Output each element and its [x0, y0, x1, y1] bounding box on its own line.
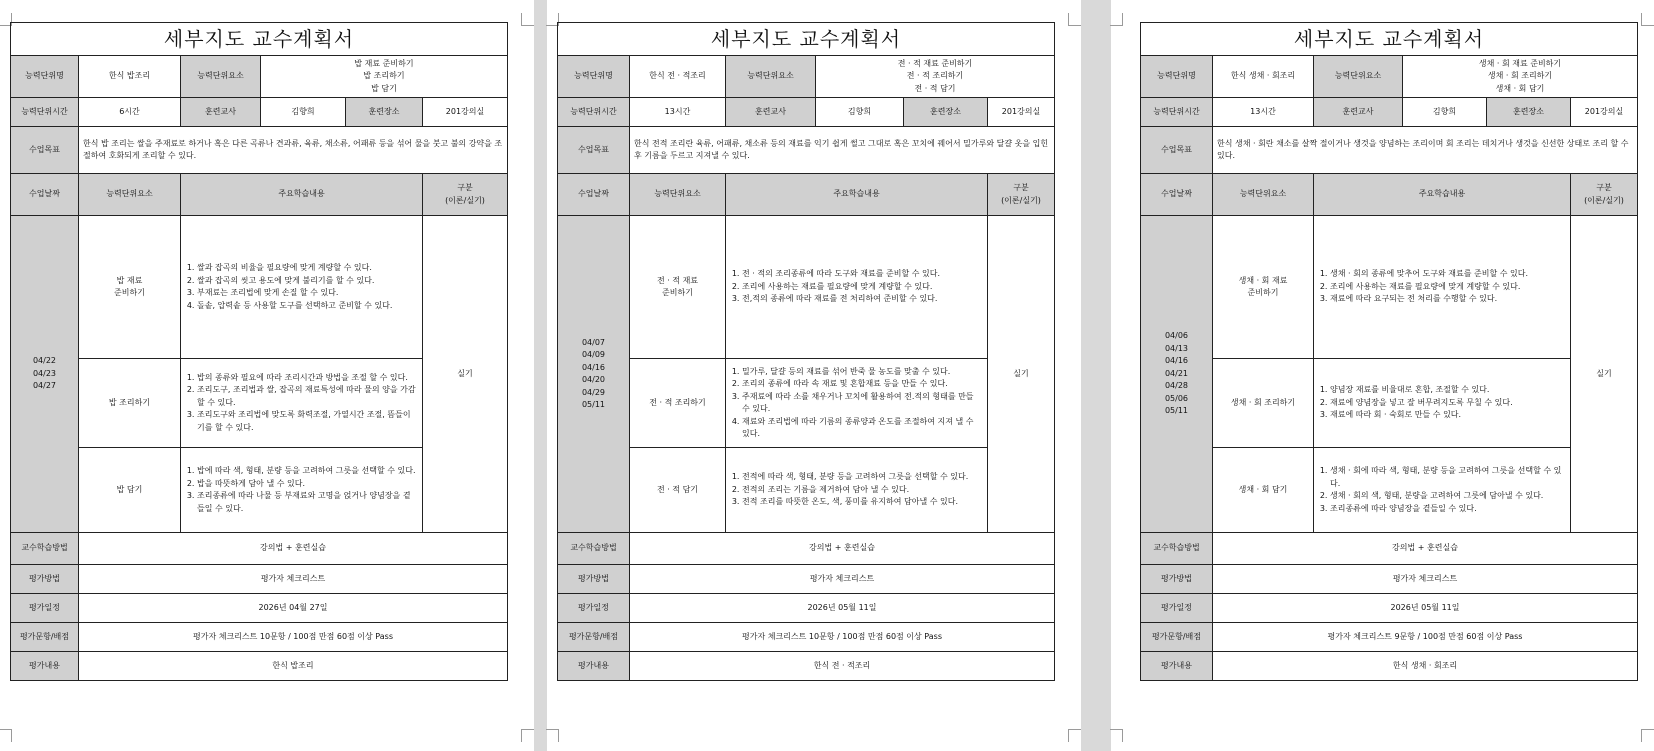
class-dates: 04/22 04/23 04/27 — [11, 216, 79, 533]
element-header: 능력단위요소 — [79, 174, 181, 216]
date-header: 수업날짜 — [1141, 174, 1213, 216]
instructor-label: 훈련교사 — [726, 98, 816, 127]
place-value: 201강의실 — [423, 98, 508, 127]
instructor-label: 훈련교사 — [181, 98, 261, 127]
content-item: 2. 쌀과 잡곡의 씻고 용도에 맞게 불리기를 할 수 있다. — [197, 275, 418, 288]
place-label: 훈련장소 — [904, 98, 988, 127]
eval-content-value: 한식 생채 · 회조리 — [1213, 652, 1638, 681]
content-list — [730, 268, 983, 306]
content-list — [1318, 384, 1566, 422]
eval-items-value: 평가자 체크리스트 9문항 / 100점 만점 60점 이상 Pass — [1213, 623, 1638, 652]
class-dates: 04/07 04/09 04/16 04/20 04/29 05/11 — [558, 216, 630, 533]
unit-element-label: 능력단위요소 — [726, 56, 816, 98]
eval-method-value: 평가자 체크리스트 — [79, 565, 508, 594]
place-value: 201강의실 — [988, 98, 1055, 127]
eval-items-label: 평가문항/배점 — [1141, 623, 1213, 652]
class-dates: 04/06 04/13 04/16 04/21 04/28 05/06 05/11 — [1141, 216, 1213, 533]
content-item: 3. 전적 조리를 따뜻한 온도, 색, 풍미를 유지하여 담아낼 수 있다. — [742, 496, 983, 509]
eval-method-label: 평가방법 — [1141, 565, 1213, 594]
unit-hours-label: 능력단위시간 — [558, 98, 630, 127]
date-header: 수업날짜 — [11, 174, 79, 216]
unit-name-value: 한식 밥조리 — [79, 56, 181, 98]
unit-hours-value: 13시간 — [630, 98, 726, 127]
unit-name-value: 한식 전 · 적조리 — [630, 56, 726, 98]
content-item: 1. 생채 · 회의 종류에 맞추어 도구와 재료를 준비할 수 있다. — [1330, 268, 1566, 281]
method-value: 강의법 + 훈련실습 — [1213, 533, 1638, 565]
content-item: 2. 재료에 양념장을 넣고 잘 버무려지도록 무칠 수 있다. — [1330, 397, 1566, 410]
content-item: 4. 재료와 조리법에 따라 기름의 종류양과 온도를 조절하여 지져 낼 수 있다. — [742, 416, 983, 441]
content-item: 2. 생채 · 회의 색, 형태, 분량을 고려하여 그릇에 담아낼 수 있다. — [1330, 490, 1566, 503]
eval-content-label: 평가내용 — [558, 652, 630, 681]
document-page-3 — [1111, 0, 1654, 751]
unit-element-label: 능력단위요소 — [181, 56, 261, 98]
unit-hours-value: 13시간 — [1213, 98, 1314, 127]
content-item: 1. 전적에 따라 색, 형태, 분량 등을 고려하여 그릇을 선택할 수 있다. — [742, 471, 983, 484]
goal-label: 수업목표 — [11, 127, 79, 174]
eval-date-value: 2026년 05월 11일 — [630, 594, 1055, 623]
goal-value: 한식 밥 조리는 쌀을 주재료로 하거나 혹은 다른 곡류나 견과류, 육류, 채소류, 어패류 등을 섞어 물을 붓고 불의 강약을 조절하여 호화되게 조리할 수 있다. — [79, 127, 508, 174]
section-content — [1314, 448, 1571, 533]
content-list — [730, 471, 983, 509]
goal-label: 수업목표 — [1141, 127, 1213, 174]
content-list — [185, 465, 418, 515]
category-value: 실기 — [1571, 216, 1638, 533]
eval-method-label: 평가방법 — [11, 565, 79, 594]
content-header: 주요학습내용 — [726, 174, 988, 216]
section-content — [181, 359, 423, 448]
eval-items-value: 평가자 체크리스트 10문항 / 100점 만점 60점 이상 Pass — [79, 623, 508, 652]
content-list — [185, 372, 418, 435]
crop-mark — [1641, 729, 1654, 742]
category-header: 구분 (이론/실기) — [423, 174, 508, 216]
content-list — [1318, 268, 1566, 306]
content-item: 3. 주재료에 따라 소를 채우거나 꼬치에 활용하여 전.적의 형태를 만들 수 있다. — [742, 391, 983, 416]
lesson-plan-table — [10, 22, 508, 681]
content-item: 1. 밥의 종류와 필요에 따라 조리시간과 방법을 조절 할 수 있다. — [197, 372, 418, 385]
content-item: 1. 밥에 따라 색, 형태, 분량 등을 고려하여 그릇을 선택할 수 있다. — [197, 465, 418, 478]
document-page-1 — [0, 0, 534, 751]
eval-date-value: 2026년 05월 11일 — [1213, 594, 1638, 623]
page-title: 세부지도 교수계획서 — [558, 23, 1055, 56]
content-item: 3. 재료에 따라 요구되는 전 처리를 수행할 수 있다. — [1330, 293, 1566, 306]
lesson-plan-table — [557, 22, 1055, 681]
section-element: 밥 재료 준비하기 — [79, 216, 181, 359]
section-content — [1314, 216, 1571, 359]
unit-name-value: 한식 생채 · 회조리 — [1213, 56, 1314, 98]
content-item: 3. 부재료는 조리법에 맞게 손질 할 수 있다. — [197, 287, 418, 300]
eval-content-label: 평가내용 — [11, 652, 79, 681]
document-page-2 — [547, 0, 1081, 751]
section-element: 생채 · 회 담기 — [1213, 448, 1314, 533]
content-item: 2. 전적의 조리는 기름을 제거하여 담아 낼 수 있다. — [742, 484, 983, 497]
crop-mark — [521, 13, 534, 26]
instructor-value: 김향희 — [1403, 98, 1487, 127]
method-value: 강의법 + 훈련실습 — [79, 533, 508, 565]
place-label: 훈련장소 — [346, 98, 423, 127]
content-header: 주요학습내용 — [1314, 174, 1571, 216]
section-element: 전 · 적 담기 — [630, 448, 726, 533]
section-element: 밥 조리하기 — [79, 359, 181, 448]
content-item: 4. 돌솥, 압력솥 등 사용할 도구를 선택하고 준비할 수 있다. — [197, 300, 418, 313]
content-item: 1. 전 · 적의 조리종류에 따라 도구와 재료를 준비할 수 있다. — [742, 268, 983, 281]
section-element: 전 · 적 조리하기 — [630, 359, 726, 448]
eval-items-label: 평가문항/배점 — [11, 623, 79, 652]
page-title: 세부지도 교수계획서 — [11, 23, 508, 56]
eval-content-value: 한식 밥조리 — [79, 652, 508, 681]
eval-content-label: 평가내용 — [1141, 652, 1213, 681]
date-header: 수업날짜 — [558, 174, 630, 216]
content-item: 2. 조리도구, 조리법과 쌀, 잡곡의 재료특성에 따라 물의 양을 가감 할 수 있다. — [197, 384, 418, 409]
crop-mark — [521, 729, 534, 742]
unit-hours-value: 6시간 — [79, 98, 181, 127]
content-list — [1318, 465, 1566, 515]
content-item: 1. 양념장 재료를 비율대로 혼합, 조절할 수 있다. — [1330, 384, 1566, 397]
unit-elements-value: 생채 · 회 재료 준비하기 생채 · 회 조리하기 생채 · 회 담기 — [1403, 56, 1638, 98]
crop-mark — [1068, 729, 1081, 742]
section-content — [726, 448, 988, 533]
method-value: 강의법 + 훈련실습 — [630, 533, 1055, 565]
eval-method-label: 평가방법 — [558, 565, 630, 594]
content-item: 1. 쌀과 잡곡의 비율을 필요량에 맞게 계량할 수 있다. — [197, 262, 418, 275]
content-item: 3. 조리도구와 조리법에 맞도록 화력조절, 가열시간 조절, 뜸들이기를 할 수 있다. — [197, 409, 418, 434]
category-value: 실기 — [988, 216, 1055, 533]
section-element: 생채 · 회 조리하기 — [1213, 359, 1314, 448]
section-content — [726, 216, 988, 359]
section-element: 전 · 적 재료 준비하기 — [630, 216, 726, 359]
eval-method-value: 평가자 체크리스트 — [1213, 565, 1638, 594]
section-content — [726, 359, 988, 448]
content-item: 2. 조리에 사용하는 재료를 필요량에 맞게 계량할 수 있다. — [742, 281, 983, 294]
unit-elements-value: 밥 재료 준비하기 밥 조리하기 밥 담기 — [261, 56, 508, 98]
content-item: 3. 조리종류에 따라 나물 등 부재료와 고명을 얹거나 양념장을 곁들일 수 있다. — [197, 490, 418, 515]
crop-mark — [1641, 13, 1654, 26]
eval-date-value: 2026년 04월 27일 — [79, 594, 508, 623]
section-element: 밥 담기 — [79, 448, 181, 533]
method-label: 교수학습방법 — [1141, 533, 1213, 565]
eval-items-value: 평가자 체크리스트 10문항 / 100점 만점 60점 이상 Pass — [630, 623, 1055, 652]
lesson-plan-table — [1140, 22, 1638, 681]
method-label: 교수학습방법 — [558, 533, 630, 565]
content-list — [185, 262, 418, 312]
instructor-value: 김향희 — [261, 98, 346, 127]
crop-mark — [1068, 13, 1081, 26]
goal-value: 한식 생채 · 회란 채소를 살짝 절이거나 생것을 양념하는 조리이며 회 조리는 데치거나 생것을 신선한 상태로 조리 할 수 있다. — [1213, 127, 1638, 174]
category-header: 구분 (이론/실기) — [1571, 174, 1638, 216]
category-header: 구분 (이론/실기) — [988, 174, 1055, 216]
content-item: 1. 밀가루, 달걀 등의 재료를 섞어 반죽 물 농도를 맞출 수 있다. — [742, 366, 983, 379]
section-content — [1314, 359, 1571, 448]
element-header: 능력단위요소 — [1213, 174, 1314, 216]
instructor-label: 훈련교사 — [1314, 98, 1403, 127]
unit-name-label: 능력단위명 — [1141, 56, 1213, 98]
place-label: 훈련장소 — [1487, 98, 1571, 127]
content-item: 1. 생채 · 회에 따라 색, 형태, 분량 등을 고려하여 그릇을 선택할 수 있다. — [1330, 465, 1566, 490]
eval-items-label: 평가문항/배점 — [558, 623, 630, 652]
content-header: 주요학습내용 — [181, 174, 423, 216]
content-item: 2. 조리에 사용하는 재료를 필요량에 맞게 계량할 수 있다. — [1330, 281, 1566, 294]
content-item: 2. 조리의 종류에 따라 속 재료 및 혼합재료 등을 만들 수 있다. — [742, 378, 983, 391]
place-value: 201강의실 — [1571, 98, 1638, 127]
crop-mark — [0, 729, 12, 742]
unit-name-label: 능력단위명 — [558, 56, 630, 98]
unit-name-label: 능력단위명 — [11, 56, 79, 98]
unit-elements-value: 전 · 적 재료 준비하기 전 · 적 조리하기 전 · 적 담기 — [816, 56, 1055, 98]
content-item: 3. 재료에 따라 회 · 숙회로 만들 수 있다. — [1330, 409, 1566, 422]
method-label: 교수학습방법 — [11, 533, 79, 565]
eval-date-label: 평가일정 — [1141, 594, 1213, 623]
crop-mark — [1110, 13, 1123, 26]
content-list — [730, 366, 983, 441]
unit-hours-label: 능력단위시간 — [1141, 98, 1213, 127]
eval-date-label: 평가일정 — [558, 594, 630, 623]
goal-value: 한식 전적 조리란 육류, 어패류, 채소류 등의 재료를 익기 쉽게 썰고 그대로 혹은 꼬치에 꿰어서 밀가루와 달걀 옷을 입힌 후 기름을 두르고 지져낼 수 있다. — [630, 127, 1055, 174]
content-item: 3. 조리종류에 따라 양념장을 곁들일 수 있다. — [1330, 503, 1566, 516]
eval-method-value: 평가자 체크리스트 — [630, 565, 1055, 594]
element-header: 능력단위요소 — [630, 174, 726, 216]
section-content — [181, 216, 423, 359]
eval-date-label: 평가일정 — [11, 594, 79, 623]
unit-hours-label: 능력단위시간 — [11, 98, 79, 127]
content-item: 2. 밥을 따뜻하게 담아 낼 수 있다. — [197, 478, 418, 491]
section-element: 생채 · 회 재료 준비하기 — [1213, 216, 1314, 359]
unit-element-label: 능력단위요소 — [1314, 56, 1403, 98]
crop-mark — [1110, 729, 1123, 742]
goal-label: 수업목표 — [558, 127, 630, 174]
page-title: 세부지도 교수계획서 — [1141, 23, 1638, 56]
content-item: 3. 전,적의 종류에 따라 재료를 전 처리하여 준비할 수 있다. — [742, 293, 983, 306]
eval-content-value: 한식 전 · 적조리 — [630, 652, 1055, 681]
crop-mark — [546, 729, 559, 742]
section-content — [181, 448, 423, 533]
instructor-value: 김향희 — [816, 98, 904, 127]
category-value: 실기 — [423, 216, 508, 533]
